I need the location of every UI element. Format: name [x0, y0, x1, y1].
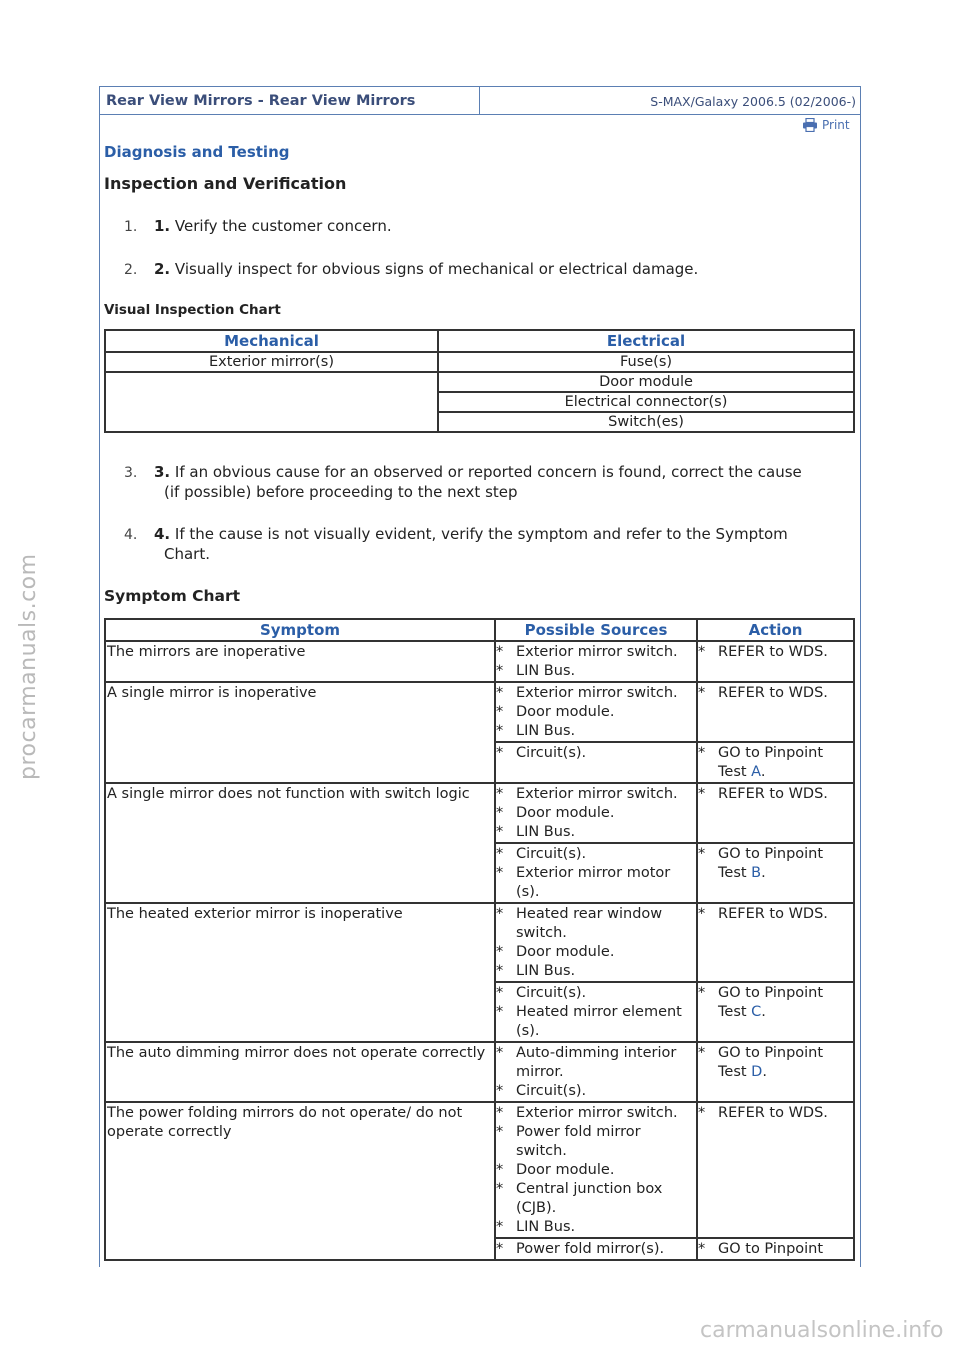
source-item [496, 703, 696, 722]
col-header-symptom: Symptom [105, 619, 495, 641]
action-item: * GO to Pinpoint Test D. [698, 1045, 824, 1080]
pinpoint-test-link[interactable]: B [751, 865, 762, 881]
bullet-star: * [698, 906, 706, 922]
step-label: 4. [154, 525, 171, 543]
step-3 [124, 462, 854, 502]
subsection-title: Inspection and Verification [104, 174, 347, 193]
bullet-star: * [496, 1219, 504, 1235]
bullet-star: * [698, 1105, 706, 1121]
action-cell [697, 1042, 854, 1102]
source-item [496, 1218, 696, 1237]
action-text: GO to Pinpoint [718, 1241, 824, 1257]
action-item: * GO to Pinpoint Test C. [698, 985, 824, 1020]
visual-chart-title: Visual Inspection Chart [104, 302, 281, 318]
source-item [496, 684, 696, 703]
document-header [99, 86, 861, 115]
section-title: Diagnosis and Testing [104, 143, 290, 161]
symptom-chart-title: Symptom Chart [104, 587, 241, 605]
col-header-sources: Possible Sources [495, 619, 697, 641]
source-item [496, 1082, 696, 1101]
source-item [496, 962, 696, 981]
symptom-cell: The power folding mirrors do not operate/ do not operate correctly [105, 1102, 495, 1260]
source-text: Circuit(s). [516, 985, 587, 1001]
action-cell [697, 682, 854, 742]
step-number: 1. [124, 219, 138, 235]
source-item [496, 643, 696, 662]
sources-cell [495, 742, 697, 783]
table-row [105, 1042, 854, 1102]
action-text: REFER to WDS. [718, 1105, 828, 1121]
bullet-star: * [496, 1004, 504, 1020]
sources-cell [495, 982, 697, 1042]
step-text-continued: Chart. [164, 545, 210, 563]
source-text: Door module. [516, 944, 615, 960]
source-text: LIN Bus. [516, 1219, 576, 1235]
step-2 [124, 259, 854, 279]
pinpoint-test-link[interactable]: C [751, 1004, 762, 1020]
source-text: Circuit(s). [516, 1083, 587, 1099]
source-text: LIN Bus. [516, 963, 576, 979]
bottom-watermark: carmanualsonline.info [700, 1318, 944, 1343]
electrical-item: Fuse(s) [438, 352, 854, 372]
bullet-star: * [496, 704, 504, 720]
action-text: GO to Pinpoint Test [718, 985, 824, 1020]
bullet-star: * [698, 1045, 706, 1061]
pinpoint-test-link[interactable]: A [751, 764, 761, 780]
action-cell [697, 903, 854, 982]
bullet-star: * [496, 745, 504, 761]
sources-cell [495, 1102, 697, 1238]
table-row [105, 682, 854, 742]
source-item [496, 1044, 696, 1082]
action-cell [697, 843, 854, 903]
bullet-star: * [496, 1083, 504, 1099]
bullet-star: * [496, 985, 504, 1001]
symptom-cell: The heated exterior mirror is inoperative [105, 903, 495, 1042]
symptom-table [104, 618, 855, 1261]
source-item [496, 1003, 696, 1041]
action-item [698, 643, 853, 662]
source-item [496, 943, 696, 962]
source-text: LIN Bus. [516, 663, 576, 679]
source-text: Power fold mirror switch. [516, 1124, 641, 1159]
symptom-cell: The mirrors are inoperative [105, 641, 495, 682]
source-text: LIN Bus. [516, 723, 576, 739]
action-item: * GO to Pinpoint Test A. [698, 745, 824, 780]
step-label: 1. [154, 217, 171, 235]
bullet-star: * [698, 644, 706, 660]
bullet-star: * [496, 906, 504, 922]
col-header-mechanical: Mechanical [105, 330, 438, 352]
source-text: Central junction box (CJB). [516, 1181, 663, 1216]
step-text: If an obvious cause for an observed or reported concern is found, correct the cause [170, 463, 802, 481]
action-cell [697, 1102, 854, 1238]
step-label: 2. [154, 260, 171, 278]
sources-cell [495, 903, 697, 982]
source-item [496, 864, 696, 902]
bullet-star: * [496, 1181, 504, 1197]
source-item [496, 1123, 696, 1161]
action-item [698, 1240, 853, 1259]
bullet-star: * [496, 805, 504, 821]
bullet-star: * [496, 1241, 504, 1257]
print-button[interactable] [802, 118, 850, 132]
symptom-cell: The auto dimming mirror does not operate correctly [105, 1042, 495, 1102]
print-label: Print [822, 118, 850, 132]
col-header-electrical: Electrical [438, 330, 854, 352]
source-text: Door module. [516, 1162, 615, 1178]
bullet-star: * [496, 1162, 504, 1178]
step-text: Visually inspect for obvious signs of mechanical or electrical damage. [170, 260, 699, 278]
source-text: Door module. [516, 704, 615, 720]
bullet-star: * [496, 663, 504, 679]
bullet-star: * [496, 1124, 504, 1140]
action-text: GO to Pinpoint Test [718, 1045, 824, 1080]
sources-cell [495, 641, 697, 682]
bullet-star: * [496, 644, 504, 660]
action-cell [697, 1238, 854, 1260]
source-text: Exterior mirror switch. [516, 685, 678, 701]
action-text: GO to Pinpoint Test [718, 846, 824, 881]
step-1 [124, 216, 854, 236]
source-item [496, 662, 696, 681]
bullet-star: * [698, 846, 706, 862]
source-item [496, 722, 696, 741]
vehicle-model: S-MAX/Galaxy 2006.5 (02/2006-) [650, 94, 856, 109]
side-watermark: procarmanuals.com [16, 553, 41, 780]
bullet-star: * [496, 824, 504, 840]
source-text: Circuit(s). [516, 745, 587, 761]
action-text: REFER to WDS. [718, 906, 828, 922]
step-text-continued: (if possible) before proceeding to the next step [164, 483, 518, 501]
sources-cell [495, 783, 697, 843]
table-row [105, 783, 854, 843]
source-item [496, 845, 696, 864]
action-item [698, 905, 853, 924]
table-row [105, 1102, 854, 1238]
bullet-star: * [496, 963, 504, 979]
source-item [496, 1161, 696, 1180]
bullet-star: * [496, 865, 504, 881]
action-text: REFER to WDS. [718, 644, 828, 660]
visual-inspection-table [104, 329, 855, 433]
symptom-cell: A single mirror is inoperative [105, 682, 495, 783]
bullet-star: * [496, 944, 504, 960]
source-item [496, 804, 696, 823]
document-title: Rear View Mirrors - Rear View Mirrors [100, 87, 480, 114]
source-text: LIN Bus. [516, 824, 576, 840]
source-item [496, 1240, 696, 1259]
source-item [496, 823, 696, 842]
action-text: GO to Pinpoint Test [718, 745, 824, 780]
source-text: Heated rear window switch. [516, 906, 663, 941]
table-row [105, 903, 854, 982]
action-item [698, 684, 853, 703]
bullet-star: * [698, 685, 706, 701]
electrical-item: Electrical connector(s) [438, 392, 854, 412]
step-text: If the cause is not visually evident, verify the symptom and refer to the Symptom [170, 525, 788, 543]
source-text: Exterior mirror switch. [516, 786, 678, 802]
bullet-star: * [496, 1105, 504, 1121]
source-text: Exterior mirror motor (s). [516, 865, 671, 900]
mechanical-item: Exterior mirror(s) [105, 352, 438, 372]
col-header-action: Action [697, 619, 854, 641]
source-text: Auto-dimming interior mirror. [516, 1045, 677, 1080]
source-text: Exterior mirror switch. [516, 644, 678, 660]
symptom-cell: A single mirror does not function with switch logic [105, 783, 495, 903]
action-item: * GO to Pinpoint Test B. [698, 846, 824, 881]
bullet-star: * [496, 846, 504, 862]
sources-cell [495, 1238, 697, 1260]
source-text: Heated mirror element (s). [516, 1004, 682, 1039]
bullet-star: * [496, 685, 504, 701]
mechanical-empty-cell [105, 372, 438, 432]
source-text: Circuit(s). [516, 846, 587, 862]
action-cell [697, 641, 854, 682]
electrical-item: Switch(es) [438, 412, 854, 432]
source-item [496, 1180, 696, 1218]
sources-cell [495, 682, 697, 742]
bullet-star: * [698, 745, 706, 761]
source-item [496, 1104, 696, 1123]
printer-icon [802, 118, 818, 132]
action-text: REFER to WDS. [718, 786, 828, 802]
electrical-item: Door module [438, 372, 854, 392]
sources-cell [495, 843, 697, 903]
step-label: 3. [154, 463, 171, 481]
step-number: 3. [124, 465, 138, 481]
bullet-star: * [698, 1241, 706, 1257]
step-number: 4. [124, 527, 138, 543]
bullet-star: * [496, 723, 504, 739]
source-text: Power fold mirror(s). [516, 1241, 665, 1257]
source-item [496, 744, 696, 763]
source-text: Door module. [516, 805, 615, 821]
step-number: 2. [124, 262, 138, 278]
sources-cell [495, 1042, 697, 1102]
action-item [698, 1104, 853, 1123]
step-text: Verify the customer concern. [170, 217, 392, 235]
source-text: Exterior mirror switch. [516, 1105, 678, 1121]
action-cell [697, 783, 854, 843]
action-text: REFER to WDS. [718, 685, 828, 701]
bullet-star: * [698, 985, 706, 1001]
bullet-star: * [698, 786, 706, 802]
source-item [496, 984, 696, 1003]
pinpoint-test-link[interactable]: D [751, 1064, 763, 1080]
source-item [496, 785, 696, 804]
bullet-star: * [496, 786, 504, 802]
action-cell [697, 982, 854, 1042]
action-item [698, 785, 853, 804]
action-cell [697, 742, 854, 783]
source-item [496, 905, 696, 943]
bullet-star: * [496, 1045, 504, 1061]
step-4 [124, 524, 854, 564]
table-row [105, 641, 854, 682]
